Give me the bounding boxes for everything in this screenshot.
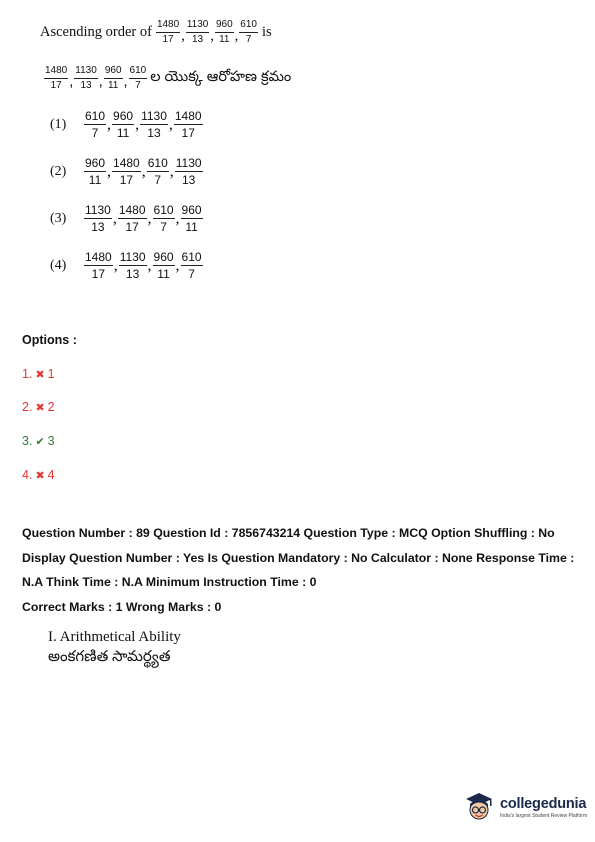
cross-icon: ✖: [35, 368, 45, 381]
answer-option-3[interactable]: [22, 434, 55, 448]
check-icon: ✔: [35, 435, 45, 448]
choice-fractions: $\frac{1480}{17}$ , $\frac{1130}{13}$ , $\frac{960}{11}$ , $\frac{610}{7}$: [85, 250, 202, 281]
fraction: $\frac{960}{11}$: [85, 156, 106, 187]
cross-icon: ✖: [35, 469, 45, 482]
fraction: $\frac{1480}{17}$: [85, 250, 112, 281]
section-title: I. Arithmetical Ability: [48, 629, 181, 645]
fraction: $\frac{610}{7}$: [147, 156, 168, 187]
options-title: Options :: [22, 333, 77, 347]
choice-label: (3): [50, 210, 67, 226]
answer-option-2[interactable]: [22, 400, 55, 414]
choice-1: [50, 110, 203, 139]
fraction: $\frac{1130}{13}$: [186, 19, 209, 45]
fraction: $\frac{1480}{17}$: [113, 156, 140, 187]
question-prefix: Ascending order of: [40, 24, 152, 40]
choice-label: (4): [50, 257, 67, 273]
fraction: $\frac{1480}{17}$: [118, 203, 146, 234]
answer-option-1[interactable]: [22, 367, 55, 381]
choice-label: (2): [50, 163, 67, 179]
fraction: $\frac{1130}{13}$: [175, 156, 202, 187]
question-fractions: $\frac{1480}{17}$ , $\frac{1130}{13}$ , $\frac{960}{11}$ , $\frac{610}{7}$: [156, 19, 257, 45]
fraction: $\frac{960}{11}$: [181, 203, 202, 234]
question-fractions-telugu: $\frac{1480}{17}$ , $\frac{1130}{13}$ , $\frac{960}{11}$ , $\frac{610}{7}$: [45, 65, 147, 91]
choice-fractions: $\frac{610}{7}$ , $\frac{960}{11}$ , $\frac{1130}{13}$ , $\frac{1480}{17}$: [85, 109, 202, 140]
question-english: [40, 20, 272, 45]
question-suffix: is: [261, 24, 272, 40]
fraction: $\frac{1480}{17}$: [45, 65, 68, 91]
option-number: 4.: [22, 468, 33, 482]
option-text: 1: [47, 367, 55, 381]
fraction: $\frac{1130}{13}$: [141, 109, 167, 140]
choice-2: [50, 157, 203, 186]
fraction: $\frac{960}{11}$: [104, 65, 122, 91]
logo-tagline: India's largest Student Review Platform: [500, 812, 588, 819]
collegedunia-logo: [462, 790, 587, 824]
fraction: $\frac{960}{11}$: [153, 250, 174, 281]
fraction: $\frac{610}{7}$: [240, 19, 257, 45]
fraction: $\frac{610}{7}$: [129, 65, 147, 91]
fraction: $\frac{960}{11}$: [113, 109, 134, 140]
question-telugu: [44, 66, 291, 91]
question-metadata: Question Number : 89 Question Id : 7856743214 Question Type : MCQ Option Shuffling : No Display Question Number : Yes Is Question Mandatory : No Calculator : None Response Time : N.A Think Time : N.A Minimum Instruction Time : 0: [22, 526, 575, 589]
choice-4: [50, 251, 203, 280]
option-text: 2: [47, 400, 55, 414]
choice-fractions: $\frac{960}{11}$ , $\frac{1480}{17}$ , $\frac{610}{7}$ , $\frac{1130}{13}$: [85, 156, 202, 187]
fraction: $\frac{610}{7}$: [153, 203, 174, 234]
choice-label: (1): [50, 116, 67, 132]
student-mascot-icon: [462, 790, 496, 824]
logo-name: collegedunia: [500, 795, 587, 812]
choice-fractions: $\frac{1130}{13}$ , $\frac{1480}{17}$ , $\frac{610}{7}$ , $\frac{960}{11}$: [85, 203, 202, 234]
question-telugu-suffix: ల యొక్క ఆరోహణ క్రమం: [150, 68, 292, 85]
choice-3: [50, 204, 203, 233]
fraction: $\frac{610}{7}$: [181, 250, 202, 281]
answer-option-4[interactable]: [22, 468, 55, 482]
option-number: 2.: [22, 400, 33, 414]
option-text: 3: [47, 434, 55, 448]
fraction: $\frac{1480}{17}$: [174, 109, 202, 140]
section-heading: [48, 627, 181, 667]
section-subtitle-telugu: అంకగణిత సామర్థ్యత: [48, 649, 171, 665]
cross-icon: ✖: [35, 401, 45, 414]
fraction: $\frac{1130}{13}$: [119, 250, 146, 281]
option-text: 4: [47, 468, 55, 482]
option-number: 3.: [22, 434, 33, 448]
fraction: $\frac{1130}{13}$: [75, 65, 97, 91]
marks-info: Correct Marks : 1 Wrong Marks : 0: [22, 600, 222, 614]
fraction: $\frac{1130}{13}$: [85, 203, 111, 234]
fraction: $\frac{1480}{17}$: [156, 19, 180, 45]
fraction: $\frac{610}{7}$: [85, 109, 106, 140]
option-number: 1.: [22, 367, 33, 381]
fraction: $\frac{960}{11}$: [215, 19, 233, 45]
